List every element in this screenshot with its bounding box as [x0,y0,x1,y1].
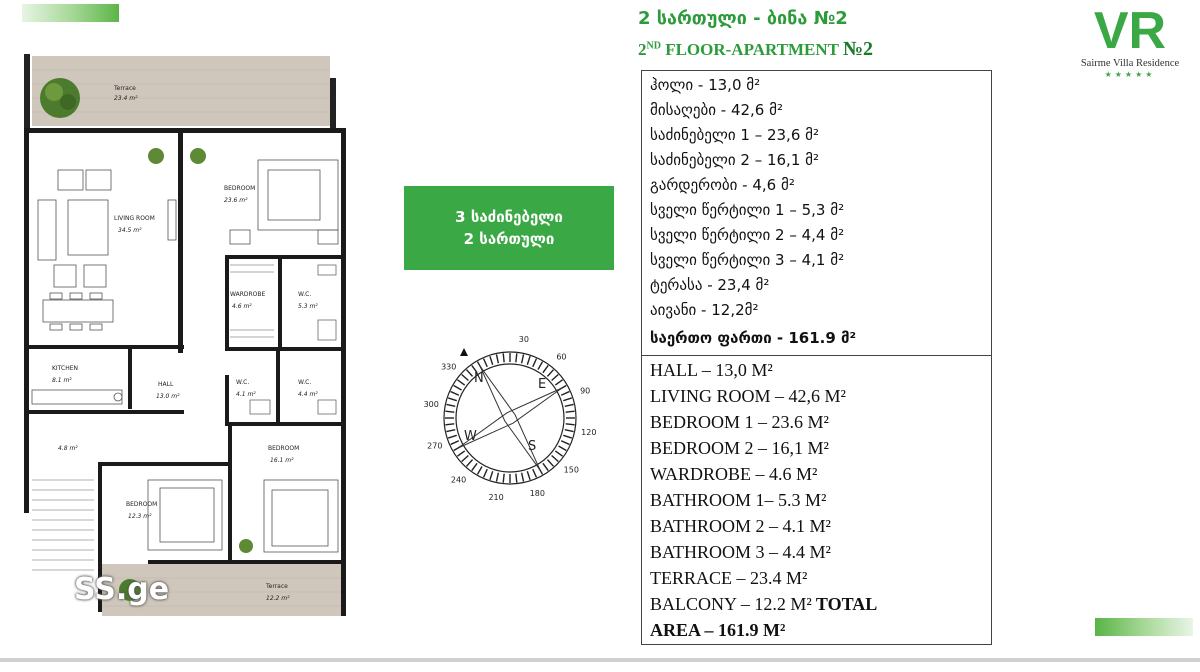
bedroom1-label: BEDROOM [224,185,256,192]
page-title-georgian: 2 სართული - ბინა №2 [638,8,848,29]
balcony-text: BALCONY – 12.2 M² [650,594,812,614]
compass-tick [445,411,454,412]
compass-tick [462,375,469,381]
floor-plan [18,50,348,616]
area-ka-row: მისაღები - 42,6 მ² [650,101,783,119]
compass-rose [410,318,610,518]
kitchen-label: KITCHEN [52,365,78,372]
compass-tick [467,460,473,467]
area-ka-row: სველი წერტილი 3 – 4,1 მ² [650,251,845,269]
compass-degree-label: 30 [518,335,529,345]
area-en-row: WARDROBE – 4.6 M² [650,464,818,484]
compass-s: S [528,439,537,454]
compass-tick [547,460,553,467]
compass-degree-label: 270 [427,441,443,451]
compass-tick [496,354,498,363]
compass-tick [490,471,493,480]
compass-tick [555,451,562,456]
compass-tick [490,356,493,365]
compass-degree-label: 240 [450,475,467,485]
compass-degree-label: 120 [581,427,597,437]
kitchen-area: 8.1 m² [52,377,72,384]
plant-icon [190,148,206,164]
area-en-row: BATHROOM 1– 5.3 M² [650,490,827,510]
terrace-bottom-label: Terrace [266,583,288,590]
hall-label: HALL [158,381,174,388]
compass-tick [533,359,537,367]
area-en-row: TERRACE – 23.4 M² [650,568,808,588]
compass-tick [566,424,575,425]
compass-e: E [538,377,547,392]
wc1-label: W.C. [298,291,312,298]
watermark: SS.ge [74,572,170,607]
compass-tick [543,365,548,372]
compass-tick [467,370,473,377]
living-room-label: LIVING ROOM [114,215,155,222]
compass-tick [457,451,464,456]
compass-w: W [464,429,477,444]
logo-name: Sairme Villa Residence [1080,58,1180,69]
badge-line1: 3 საძინებელი [455,208,563,226]
badge-line2: 2 სართული [463,230,555,248]
rooms-badge [404,186,614,270]
area-ka-total: საერთო ფართი - 161.9 მ² [650,329,857,347]
terrace-top-label: Terrace [114,85,136,92]
compass-tick [484,359,488,367]
compass-tick [472,463,477,470]
area-en-balcony-row [650,594,877,615]
compass-tick [555,380,562,385]
compass-tick [533,469,537,477]
compass-degree-label: 330 [441,362,457,372]
compass-n: N [474,371,484,386]
plant-icon [239,539,253,553]
areas-english-box [641,355,992,645]
bottom-divider [0,658,1200,662]
compass-tick [478,466,483,474]
top-left-gradient-bar [22,4,119,22]
compass-tick [563,435,572,438]
area-en-row: HALL – 13,0 M² [650,360,773,380]
compass-tick [552,455,559,461]
compass-tick [561,441,569,445]
wc1-area: 5.3 m² [298,303,318,310]
compass-tick [558,446,566,451]
wc3-area: 4.4 m² [298,391,318,398]
area-ka-row: სველი წერტილი 1 – 5,3 მ² [650,201,845,219]
compass-tick [446,430,455,432]
title-en-prefix: 2 [638,40,647,59]
compass-tick [547,370,553,377]
compass-degree-label: 150 [563,465,579,475]
bedroom1-area: 23.6 m² [224,197,248,204]
logo-letters: VR [1093,2,1167,60]
living-room-area: 34.5 m² [118,227,142,234]
compass-tick [566,411,575,412]
bedroom2-area: 16.1 m² [270,457,294,464]
area-ka-row: ჰოლი - 13,0 მ² [650,76,761,94]
hall-area: 13.0 m² [156,393,180,400]
area-en-row: BATHROOM 3 – 4.4 M² [650,542,831,562]
compass-tick [451,441,459,445]
compass-tick [448,435,457,438]
compass-tick [522,473,524,482]
compass-degree-label: 180 [529,489,546,499]
logo-stars: ★★★★★ [1104,70,1156,79]
compass-tick [516,353,517,362]
wardrobe-label: WARDROBE [230,291,266,298]
north-arrow-icon [460,348,468,356]
compass-tick [503,474,504,483]
area-en-total: AREA – 161.9 M² [650,620,786,640]
stair-area: 4.8 m² [58,445,78,452]
wc2-label: W.C. [236,379,250,386]
area-ka-row: ტერასა - 23,4 მ² [650,276,770,294]
compass-degree-label: 210 [488,492,504,502]
terrace-top-area: 23.4 m² [114,95,138,102]
compass-tick [446,404,455,406]
compass-tick [538,362,543,370]
compass-tick [448,398,457,401]
title-en-main: FLOOR-APARTMENT [660,40,843,59]
area-ka-row: სველი წერტილი 2 – 4,4 მ² [650,226,845,244]
area-en-row: BATHROOM 2 – 4.1 M² [650,516,831,536]
bedroom3-label: BEDROOM [126,501,158,508]
terrace-bottom-area: 12.2 m² [266,595,290,602]
area-en-row: BEDROOM 1 – 23.6 M² [650,412,829,432]
compass-tick [445,424,454,425]
compass-tick [454,386,462,391]
title-en-number: №2 [842,38,874,60]
compass-tick [457,380,464,385]
compass-degree-label: 90 [580,386,591,396]
compass-tick [451,392,459,396]
compass-tick [565,404,574,406]
area-ka-row: საძინებელი 1 – 23,6 მ² [650,126,819,144]
areas-georgian-box [641,70,992,356]
wc3-label: W.C. [298,379,312,386]
page-title-english [638,38,873,61]
compass-tick [522,354,524,363]
bedroom3-area: 12.3 m² [128,513,152,520]
title-en-sup: ND [646,40,661,52]
wc2-area: 4.1 m² [236,391,256,398]
bottom-right-gradient-bar [1095,618,1193,636]
compass-tick [527,471,530,480]
compass-tick [565,430,574,432]
compass-tick [563,398,572,401]
area-ka-row: გარდერობი - 4,6 მ² [650,176,795,194]
compass-tick [462,455,469,461]
compass-tick [527,356,530,365]
bedroom2-label: BEDROOM [268,445,300,452]
area-ka-row: აივანი - 12,2მ² [650,301,759,319]
compass-degree-label: 300 [423,400,439,410]
compass-tick [516,474,517,483]
wardrobe-area: 4.6 m² [232,303,252,310]
compass-tick [552,375,559,381]
compass-tick [543,463,548,470]
compass-tick [503,353,504,362]
compass-degree-label: 60 [556,352,567,362]
compass-tick [484,469,488,477]
compass-tick [496,473,498,482]
plant-icon [148,148,164,164]
area-ka-row: საძინებელი 2 – 16,1 მ² [650,151,819,169]
area-en-row: LIVING ROOM – 42,6 M² [650,386,846,406]
area-en-row: BEDROOM 2 – 16,1 M² [650,438,829,458]
total-label: TOTAL [811,594,878,614]
compass-tick [561,392,569,396]
